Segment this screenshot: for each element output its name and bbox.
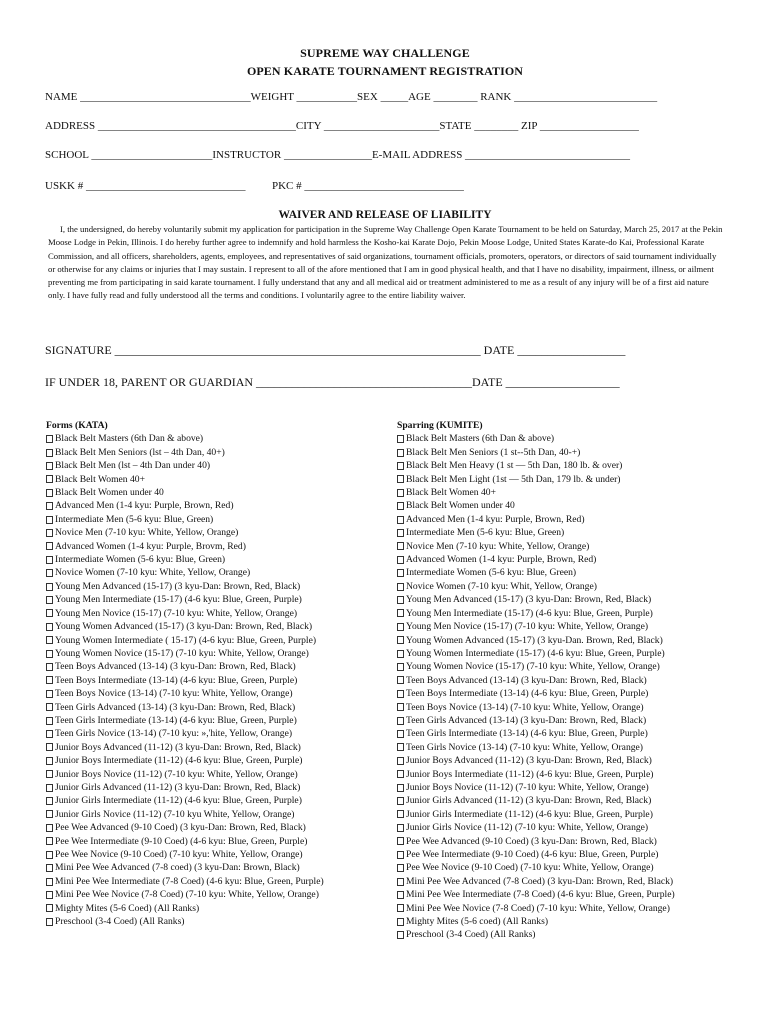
- forms-item[interactable]: [46, 499, 324, 512]
- checkbox[interactable]: [46, 556, 53, 564]
- forms-item[interactable]: [46, 593, 324, 606]
- checkbox[interactable]: [46, 623, 53, 631]
- sparring-item-label: Young Men Advanced (15-17) (3 kyu-Dan: Brown, Red, Black): [406, 594, 652, 606]
- checkbox[interactable]: [46, 864, 53, 872]
- checkbox[interactable]: [46, 650, 53, 658]
- form-title: SUPREME WAY CHALLENGE: [300, 46, 470, 60]
- checkbox[interactable]: [46, 797, 53, 805]
- checkbox[interactable]: [46, 676, 53, 684]
- checkbox[interactable]: [397, 650, 404, 658]
- sparring-item-label: Mighty Mites (5-6 coed) (All Ranks): [406, 916, 549, 928]
- forms-item-label: Junior Girls Intermediate (11-12) (4-6 kyu: Blue, Green, Purple): [55, 795, 302, 807]
- sparring-item-label: Intermediate Women (5-6 kyu: Blue, Green): [406, 567, 577, 579]
- forms-item[interactable]: [46, 794, 324, 807]
- forms-item[interactable]: [46, 580, 324, 593]
- checkbox[interactable]: [397, 475, 404, 483]
- sparring-item-label: Junior Boys Intermediate (11-12) (4-6 kyu: Blue, Green, Purple): [406, 768, 654, 780]
- checkbox[interactable]: [397, 730, 404, 738]
- forms-item[interactable]: [46, 446, 324, 459]
- forms-item-label: Teen Boys Advanced (13-14) (3 kyu-Dan: Brown, Red, Black): [55, 661, 296, 673]
- forms-item[interactable]: [46, 553, 324, 566]
- forms-item[interactable]: [46, 875, 324, 888]
- sparring-item[interactable]: [397, 459, 675, 472]
- checkbox[interactable]: [46, 770, 53, 778]
- sparring-item-label: Pee Wee Advanced (9-10 Coed) (3 kyu-Dan: Brown, Red, Black): [406, 835, 657, 847]
- sparring-item[interactable]: [397, 714, 675, 727]
- sparring-item-label: Junior Boys Novice (11-12) (7-10 kyu: White, Yellow, Orange): [406, 781, 649, 793]
- checkbox[interactable]: [46, 918, 53, 926]
- checkbox[interactable]: [397, 529, 404, 537]
- forms-item[interactable]: [46, 513, 324, 526]
- address-city-state-zip-row[interactable]: ADDRESS ____________________________________CITY _____________________STATE ________ ZIP __________________: [45, 120, 639, 132]
- sparring-item[interactable]: [397, 888, 675, 901]
- checkbox[interactable]: [397, 489, 404, 497]
- forms-list: [46, 432, 324, 928]
- forms-item[interactable]: [46, 566, 324, 579]
- checkbox[interactable]: [397, 931, 404, 939]
- checkbox[interactable]: [397, 717, 404, 725]
- checkbox[interactable]: [397, 757, 404, 765]
- sparring-item-label: Junior Girls Advanced (11-12) (3 kyu-Dan: Brown, Red, Black): [406, 795, 652, 807]
- checkbox[interactable]: [46, 824, 53, 832]
- sparring-item[interactable]: [397, 486, 675, 499]
- forms-item[interactable]: [46, 687, 324, 700]
- checkbox[interactable]: [397, 784, 404, 792]
- sparring-item[interactable]: [397, 754, 675, 767]
- sparring-item[interactable]: [397, 540, 675, 553]
- sparring-item[interactable]: [397, 620, 675, 633]
- forms-item[interactable]: [46, 459, 324, 472]
- checkbox[interactable]: [46, 784, 53, 792]
- checkbox[interactable]: [46, 757, 53, 765]
- checkbox[interactable]: [46, 529, 53, 537]
- checkbox[interactable]: [397, 864, 404, 872]
- sparring-item[interactable]: [397, 647, 675, 660]
- sparring-item[interactable]: [397, 848, 675, 861]
- checkbox[interactable]: [46, 636, 53, 644]
- sparring-item[interactable]: [397, 634, 675, 647]
- checkbox[interactable]: [46, 891, 53, 899]
- sparring-item-label: Mini Pee Wee Intermediate (7-8 Coed) (4-6 kyu: Blue, Green, Purple): [406, 889, 675, 901]
- forms-item[interactable]: [46, 808, 324, 821]
- forms-item-label: Teen Boys Novice (13-14) (7-10 kyu: White, Yellow, Orange): [55, 688, 293, 700]
- checkbox[interactable]: [46, 583, 53, 591]
- forms-item-label: Intermediate Men (5-6 kyu: Blue, Green): [55, 513, 214, 525]
- forms-kata-column: [46, 419, 324, 928]
- forms-item[interactable]: [46, 741, 324, 754]
- sparring-item[interactable]: [397, 915, 675, 928]
- sparring-item[interactable]: [397, 727, 675, 740]
- forms-item-label: Junior Girls Advanced (11-12) (3 kyu-Dan: Brown, Red, Black): [55, 781, 301, 793]
- sparring-item[interactable]: [397, 526, 675, 539]
- forms-item[interactable]: [46, 486, 324, 499]
- sparring-item[interactable]: [397, 432, 675, 445]
- sparring-item[interactable]: [397, 875, 675, 888]
- sparring-item-label: Young Women Intermediate (15-17) (4-6 kyu: Blue, Green, Purple): [406, 647, 665, 659]
- checkbox[interactable]: [397, 851, 404, 859]
- sparring-item-label: Young Women Novice (15-17) (7-10 kyu: White, Yellow, Orange): [406, 661, 660, 673]
- sparring-item-label: Teen Girls Intermediate (13-14) (4-6 kyu: Blue, Green, Purple): [406, 728, 648, 740]
- forms-heading: Forms (KATA): [46, 420, 108, 431]
- sparring-item[interactable]: [397, 580, 675, 593]
- waiver-heading: WAIVER AND RELEASE OF LIABILITY: [278, 209, 492, 221]
- forms-item-label: Pee Wee Novice (9-10 Coed) (7-10 kyu: White, Yellow, Orange): [55, 849, 303, 860]
- forms-item[interactable]: [46, 754, 324, 767]
- checkbox[interactable]: [397, 663, 404, 671]
- forms-item-label: Black Belt Women under 40: [55, 487, 164, 499]
- checkbox[interactable]: [397, 918, 404, 926]
- checkbox[interactable]: [397, 676, 404, 684]
- sparring-item-label: Young Women Advanced (15-17) (3 kyu-Dan. Brown, Red, Black): [406, 634, 663, 646]
- forms-item[interactable]: [46, 607, 324, 620]
- checkbox[interactable]: [397, 797, 404, 805]
- forms-item[interactable]: [46, 540, 324, 553]
- sparring-item[interactable]: [397, 607, 675, 620]
- checkbox[interactable]: [46, 609, 53, 617]
- checkbox[interactable]: [397, 770, 404, 778]
- sparring-item-label: Novice Men (7-10 kyu: White, Yellow, Orange): [406, 540, 590, 552]
- checkbox[interactable]: [397, 583, 404, 591]
- forms-item-label: Preschool (3-4 Coed) (All Ranks): [55, 916, 185, 928]
- forms-item-label: Teen Girls Novice (13-14) (7-10 kyu: »,'hite, Yellow, Orange): [55, 728, 293, 740]
- sparring-item-label: Mini Pee Wee Novice (7-8 Coed) (7-10 kyu: White, Yellow, Orange): [406, 902, 670, 914]
- sparring-item-label: Teen Boys Advanced (13-14) (3 kyu-Dan: Brown, Red, Black): [406, 674, 647, 686]
- forms-item-label: Black Belt Men (lst – 4th Dan under 40): [55, 460, 211, 472]
- waiver-text: [48, 223, 724, 303]
- checkbox[interactable]: [397, 904, 404, 912]
- forms-item-label: Young Women Intermediate ( 15-17) (4-6 kyu: Blue, Green, Purple): [55, 634, 317, 646]
- forms-item-label: Teen Boys Intermediate (13-14) (4-6 kyu: Blue, Green, Purple): [55, 674, 298, 686]
- forms-item-label: Junior Boys Advanced (11-12) (3 kyu-Dan: Brown, Red, Black): [55, 741, 301, 753]
- checkbox[interactable]: [46, 516, 53, 524]
- sparring-item-label: Pee Wee Novice (9-10 Coed) (7-10 kyu: White, Yellow, Orange): [406, 862, 654, 874]
- sparring-item-label: Black Belt Women 40+: [406, 487, 496, 499]
- sparring-item[interactable]: [397, 794, 675, 807]
- sparring-item-label: Teen Girls Advanced (13-14) (3 kyu-Dan: Brown, Red, Black): [406, 714, 647, 726]
- forms-item[interactable]: [46, 727, 324, 740]
- checkbox[interactable]: [46, 703, 53, 711]
- sparring-item-label: Junior Girls Novice (11-12) (7-10 kyu: White, Yellow, Orange): [406, 822, 649, 834]
- checkbox[interactable]: [46, 462, 53, 470]
- forms-item[interactable]: [46, 701, 324, 714]
- forms-item-label: Teen Girls Intermediate (13-14) (4-6 kyu: Blue, Green, Purple): [55, 714, 297, 726]
- checkbox[interactable]: [397, 690, 404, 698]
- forms-item-label: Mini Pee Wee Advanced (7-8 coed) (3 kyu-Dan: Brown, Black): [55, 862, 300, 874]
- forms-item[interactable]: [46, 526, 324, 539]
- forms-item-label: Mini Pee Wee Intermediate (7-8 Coed) (4-6 kyu: Blue, Green, Purple): [55, 875, 324, 887]
- checkbox[interactable]: [46, 475, 53, 483]
- forms-item[interactable]: [46, 634, 324, 647]
- sparring-item[interactable]: [397, 781, 675, 794]
- sparring-item-label: Young Men Novice (15-17) (7-10 kyu: White, Yellow, Orange): [406, 621, 649, 633]
- forms-item[interactable]: [46, 660, 324, 673]
- forms-item[interactable]: [46, 714, 324, 727]
- checkbox[interactable]: [397, 556, 404, 564]
- sparring-item[interactable]: [397, 553, 675, 566]
- checkbox[interactable]: [46, 904, 53, 912]
- name-weight-sex-age-rank-row[interactable]: NAME _______________________________WEIGHT ___________SEX _____AGE ________ RANK __________________________: [45, 91, 658, 103]
- checkbox[interactable]: [46, 878, 53, 886]
- checkbox[interactable]: [397, 502, 404, 510]
- sparring-item-label: Teen Boys Intermediate (13-14) (4-6 kyu: Blue, Green, Purple): [406, 688, 649, 700]
- checkbox[interactable]: [46, 663, 53, 671]
- checkbox[interactable]: [46, 851, 53, 859]
- checkbox[interactable]: [46, 489, 53, 497]
- checkbox[interactable]: [46, 730, 53, 738]
- sparring-item-label: Advanced Men (1-4 kyu: Purple, Brown, Red): [406, 513, 585, 525]
- forms-item-label: Novice Men (7-10 kyu: White, Yellow, Orange): [55, 527, 239, 539]
- checkbox[interactable]: [397, 743, 404, 751]
- sparring-item[interactable]: [397, 701, 675, 714]
- forms-item-label: Young Women Advanced (15-17) (3 kyu-Dan: Brown, Red, Black): [55, 621, 313, 633]
- guardian-signature-row[interactable]: IF UNDER 18, PARENT OR GUARDIAN ____________________________________DATE ___________________: [45, 375, 620, 389]
- sparring-item-label: Pee Wee Intermediate (9-10 Coed) (4-6 kyu: Blue, Green, Purple): [406, 849, 659, 860]
- checkbox[interactable]: [46, 449, 53, 457]
- sparring-item[interactable]: [397, 513, 675, 526]
- forms-item[interactable]: [46, 861, 324, 874]
- checkbox[interactable]: [46, 435, 53, 443]
- sparring-item-label: Black Belt Men Seniors (1 st--5th Dan, 40-+): [406, 446, 581, 458]
- sparring-item[interactable]: [397, 821, 675, 834]
- forms-item-label: Black Belt Masters (6th Dan & above): [55, 433, 204, 445]
- forms-item[interactable]: [46, 835, 324, 848]
- checkbox[interactable]: [46, 743, 53, 751]
- forms-item-label: Advanced Women (1-4 kyu: Purple, Brovm, Red): [55, 540, 246, 552]
- sparring-kumite-column: [397, 419, 675, 942]
- checkbox[interactable]: [397, 703, 404, 711]
- checkbox[interactable]: [397, 623, 404, 631]
- sparring-item[interactable]: [397, 687, 675, 700]
- sparring-item-label: Teen Boys Novice (13-14) (7-10 kyu: White, Yellow, Orange): [406, 701, 644, 713]
- signature-row[interactable]: SIGNATURE _____________________________________________________________ DATE __________________: [45, 343, 626, 357]
- forms-item-label: Intermediate Women (5-6 kyu: Blue, Green): [55, 554, 226, 566]
- forms-item[interactable]: [46, 473, 324, 486]
- forms-item[interactable]: [46, 848, 324, 861]
- sparring-item-label: Black Belt Women under 40: [406, 500, 515, 512]
- checkbox[interactable]: [397, 609, 404, 617]
- sparring-item[interactable]: [397, 928, 675, 941]
- forms-item[interactable]: [46, 915, 324, 928]
- checkbox[interactable]: [397, 878, 404, 886]
- forms-item-label: Junior Boys Novice (11-12) (7-10 kyu: White, Yellow, Orange): [55, 768, 298, 780]
- sparring-heading: Sparring (KUMITE): [397, 420, 483, 431]
- sparring-item-label: Black Belt Men Light (1st — 5th Dan, 179 lb. & under): [406, 473, 621, 485]
- sparring-item[interactable]: [397, 808, 675, 821]
- checkbox[interactable]: [46, 810, 53, 818]
- forms-item-label: Black Belt Men Seniors (lst – 4th Dan, 40+): [55, 446, 225, 458]
- sparring-item-label: Black Belt Men Heavy (1 st — 5th Dan, 180 lb. & over): [406, 460, 623, 472]
- checkbox[interactable]: [46, 569, 53, 577]
- sparring-item-label: Young Men Intermediate (15-17) (4-6 kyu: Blue, Green, Purple): [406, 607, 653, 619]
- forms-item-label: Pee Wee Advanced (9-10 Coed) (3 kyu-Dan: Brown, Red, Black): [55, 822, 306, 834]
- forms-item-label: Mini Pee Wee Novice (7-8 Coed) (7-10 kyu: White, Yellow, Orange): [55, 889, 319, 901]
- forms-item-label: Young Women Novice (15-17) (7-10 kyu: White, Yellow, Orange): [55, 647, 309, 659]
- sparring-item[interactable]: [397, 660, 675, 673]
- checkbox[interactable]: [397, 810, 404, 818]
- sparring-item-label: Novice Women (7-10 kyu: Whit, Yellow, Orange): [406, 580, 597, 592]
- sparring-item-label: Mini Pee Wee Advanced (7-8 Coed) (3 kyu-Dan: Brown, Red, Black): [406, 875, 674, 887]
- checkbox[interactable]: [397, 569, 404, 577]
- forms-item[interactable]: [46, 432, 324, 445]
- sparring-item[interactable]: [397, 674, 675, 687]
- checkbox[interactable]: [397, 596, 404, 604]
- checkbox[interactable]: [46, 502, 53, 510]
- sparring-item-label: Junior Girls Intermediate (11-12) (4-6 kyu: Blue, Green, Purple): [406, 808, 653, 820]
- forms-item-label: Novice Women (7-10 kyu: White, Yellow, Orange): [55, 567, 251, 579]
- checkbox[interactable]: [397, 462, 404, 470]
- sparring-item[interactable]: [397, 861, 675, 874]
- waiver-body: I, the undersigned, do hereby voluntarily submit my application for participation in the Supreme Way Challenge Open Karate Tournament to be held on Saturday, March 25, 2017 at the Pekin Moose Lodge in Pekin, Illinois. I do hereby further agree to indemnify and hold harmless the Kosho-kai Karate Dojo, Pekin Moose Lodge, United States Karate-do Kai, Professional Karate Commission, and all officers, shareholders, agents, employees, and representatives of said organizations, tournament officials, promoters, operators, or directors of said tournament individually or otherwise for any claims or injuries that I may sustain. I represent to all of the afore mentioned that I am in good physical health, and that I have no disability, impairment, illness, or ailment preventing me from participating in said karate tournament. I fully understand that any and all medical aid or treatment administered to me as a result of any injury will be of a first aid nature only. I have fully read and fully understood all the terms and conditions. I voluntarily agree to the entire liability waiver.: [48, 224, 723, 301]
- forms-item[interactable]: [46, 768, 324, 781]
- checkbox[interactable]: [46, 837, 53, 845]
- sparring-item-label: Black Belt Masters (6th Dan & above): [406, 433, 555, 445]
- forms-item-label: Pee Wee Intermediate (9-10 Coed) (4-6 kyu: Blue, Green, Purple): [55, 835, 308, 847]
- sparring-item[interactable]: [397, 835, 675, 848]
- checkbox[interactable]: [46, 690, 53, 698]
- checkbox[interactable]: [397, 837, 404, 845]
- forms-item-label: Junior Girls Novice (11-12) (7-10 kyu White, Yellow, Orange): [55, 808, 295, 820]
- forms-item[interactable]: [46, 902, 324, 915]
- sparring-item[interactable]: [397, 473, 675, 486]
- checkbox[interactable]: [397, 449, 404, 457]
- sparring-item-label: Junior Boys Advanced (11-12) (3 kyu-Dan: Brown, Red, Black): [406, 755, 652, 767]
- checkbox[interactable]: [397, 516, 404, 524]
- form-subtitle: OPEN KARATE TOURNAMENT REGISTRATION: [246, 64, 524, 78]
- sparring-item[interactable]: [397, 902, 675, 915]
- forms-item-label: Young Men Novice (15-17) (7-10 kyu: White, Yellow, Orange): [55, 607, 298, 619]
- forms-item-label: Young Men Intermediate (15-17) (4-6 kyu: Blue, Green, Purple): [55, 594, 302, 606]
- sparring-item-label: Advanced Women (1-4 kyu: Purple, Brown, Red): [406, 554, 597, 566]
- sparring-item-label: Teen Girls Novice (13-14) (7-10 kyu: White, Yellow, Orange): [406, 741, 643, 753]
- checkbox[interactable]: [397, 824, 404, 832]
- sparring-item[interactable]: [397, 499, 675, 512]
- forms-item-label: Young Men Advanced (15-17) (3 kyu-Dan: Brown, Red, Black): [55, 580, 301, 592]
- forms-item[interactable]: [46, 821, 324, 834]
- sparring-item-label: Intermediate Men (5-6 kyu: Blue, Green): [406, 527, 565, 539]
- school-instructor-email-row[interactable]: SCHOOL ______________________INSTRUCTOR ________________E-MAIL ADDRESS ______________________________: [45, 149, 631, 161]
- checkbox[interactable]: [397, 435, 404, 443]
- pkc-number-field[interactable]: PKC # _____________________________: [272, 180, 464, 192]
- forms-item-label: Junior Boys Intermediate (11-12) (4-6 kyu: Blue, Green, Purple): [55, 755, 303, 767]
- checkbox[interactable]: [397, 891, 404, 899]
- sparring-item-label: Preschool (3-4 Coed) (All Ranks): [406, 929, 536, 941]
- forms-item-label: Advanced Men (1-4 kyu: Purple, Brown, Red): [55, 500, 234, 512]
- checkbox[interactable]: [46, 717, 53, 725]
- sparring-list: [397, 432, 675, 941]
- forms-item-label: Teen Girls Advanced (13-14) (3 kyu-Dan: Brown, Red, Black): [55, 701, 296, 713]
- checkbox[interactable]: [397, 542, 404, 550]
- forms-item[interactable]: [46, 620, 324, 633]
- checkbox[interactable]: [397, 636, 404, 644]
- forms-item-label: Black Belt Women 40+: [55, 473, 145, 485]
- sparring-item[interactable]: [397, 593, 675, 606]
- forms-item[interactable]: [46, 674, 324, 687]
- uskk-number-field[interactable]: USKK # _____________________________: [45, 180, 246, 192]
- sparring-item[interactable]: [397, 446, 675, 459]
- forms-item-label: Mighty Mites (5-6 Coed) (All Ranks): [55, 902, 200, 914]
- forms-item[interactable]: [46, 781, 324, 794]
- checkbox[interactable]: [46, 542, 53, 550]
- sparring-item[interactable]: [397, 768, 675, 781]
- forms-item[interactable]: [46, 888, 324, 901]
- checkbox[interactable]: [46, 596, 53, 604]
- forms-item[interactable]: [46, 647, 324, 660]
- sparring-item[interactable]: [397, 741, 675, 754]
- sparring-item[interactable]: [397, 566, 675, 579]
